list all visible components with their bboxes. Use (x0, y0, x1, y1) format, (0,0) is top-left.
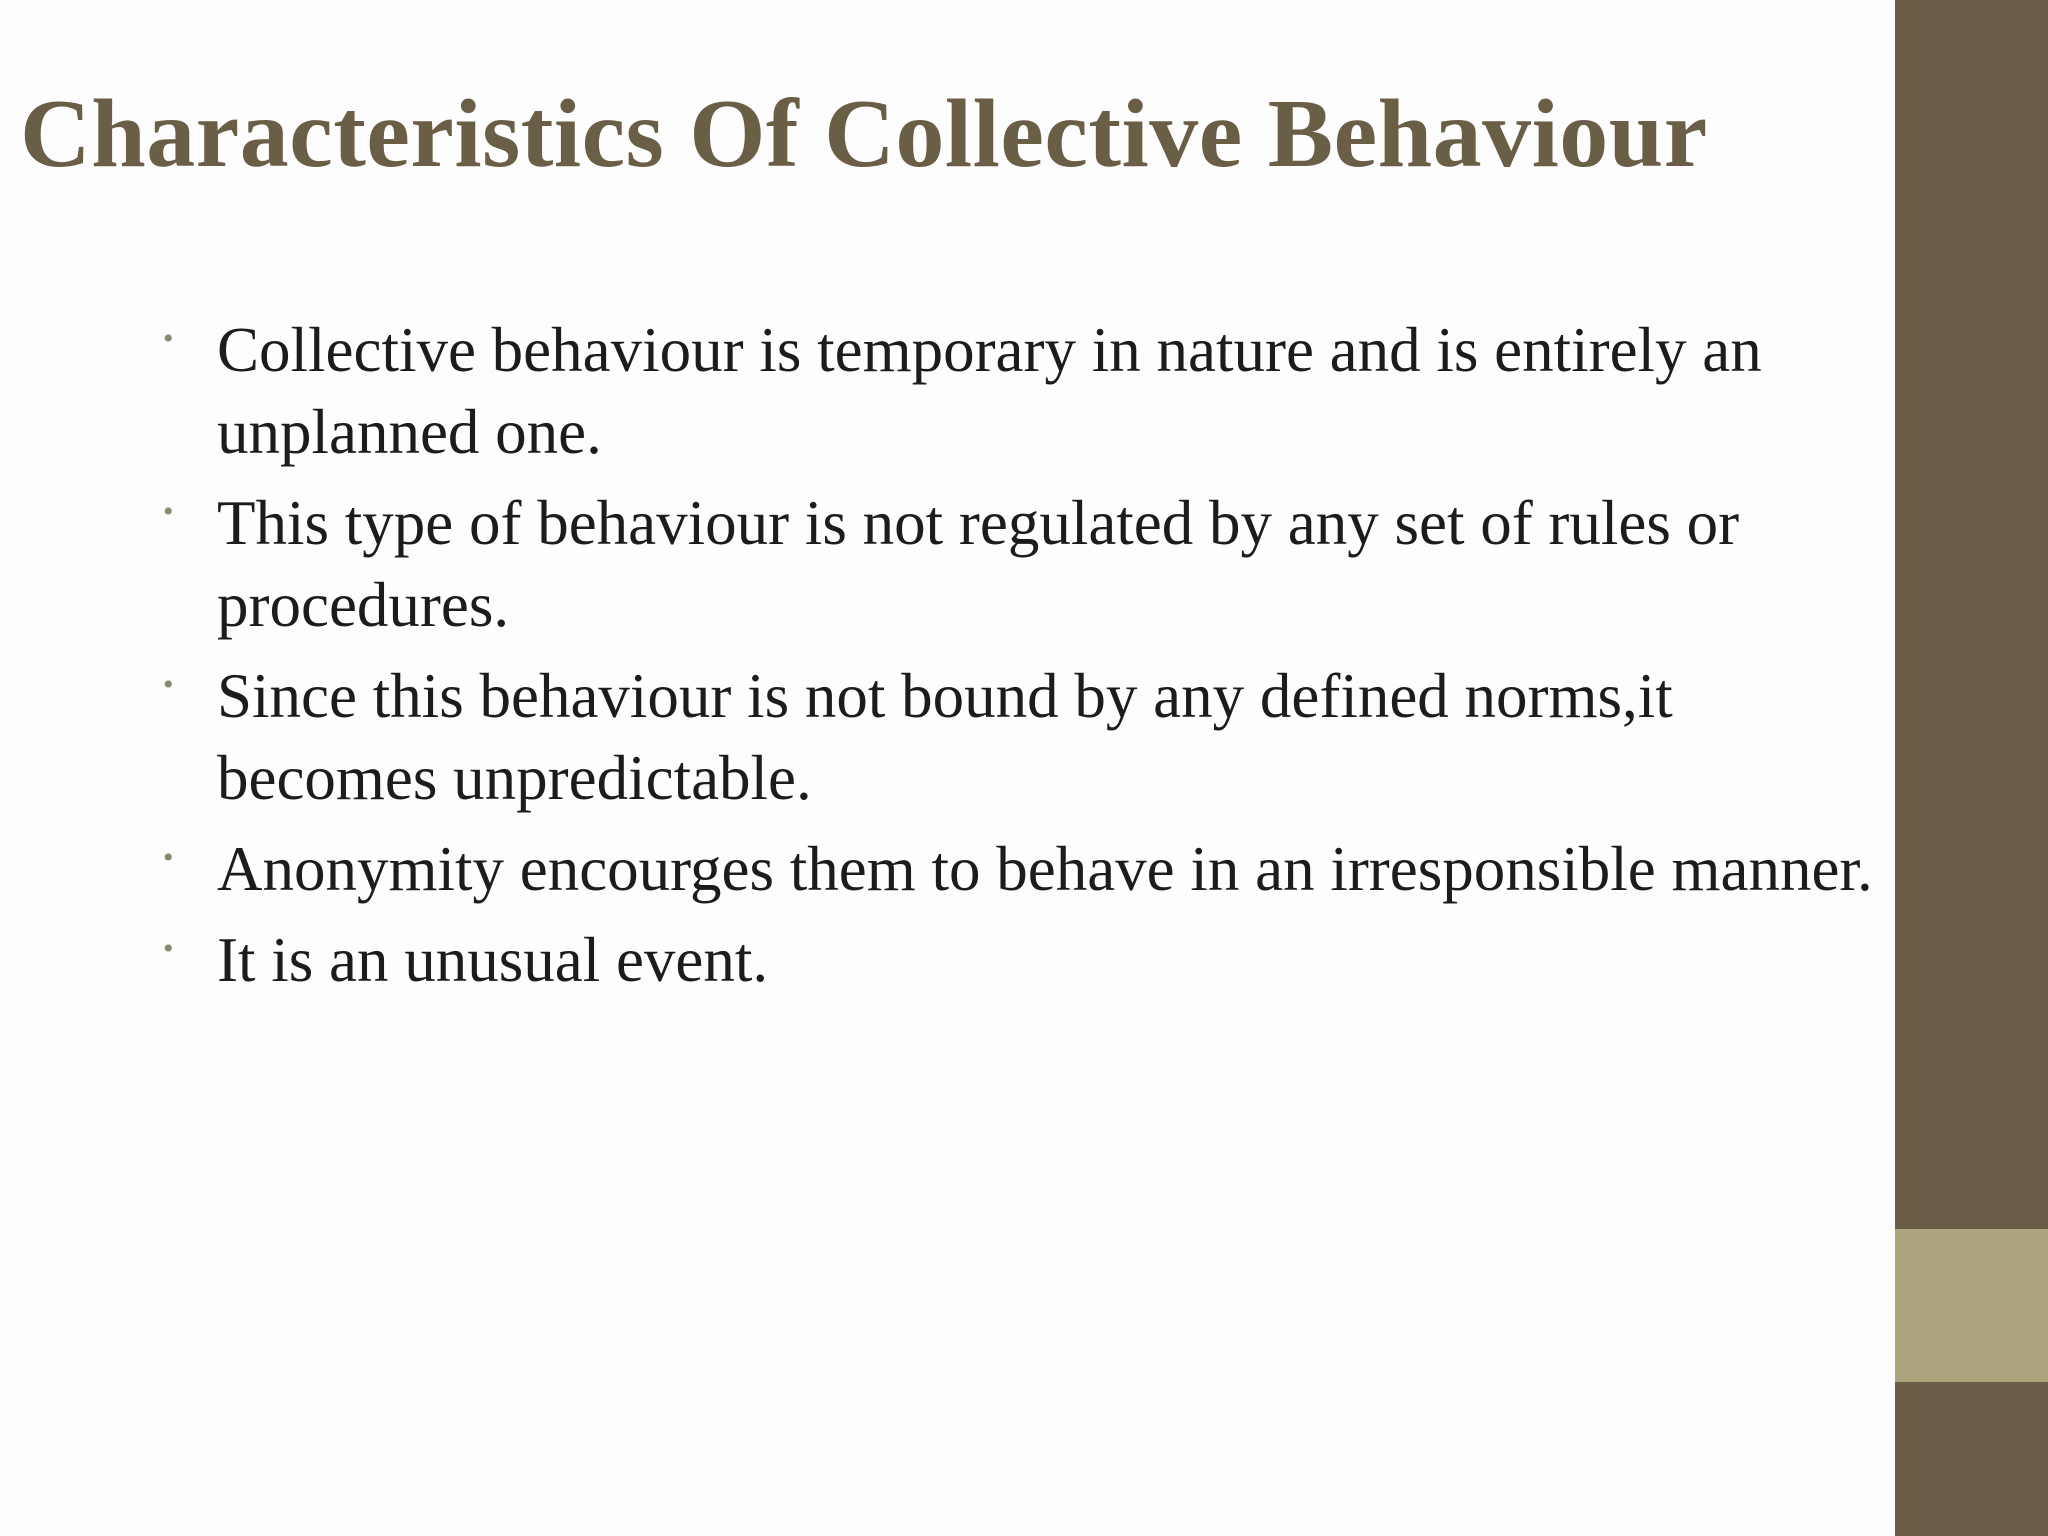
bullet-icon: • (163, 841, 174, 874)
bullet-text: It is an unusual event. (217, 925, 769, 995)
bullet-text: Since this behaviour is not bound by any defined norms,it becomes unpredictable. (217, 661, 1673, 813)
list-item (163, 655, 1903, 819)
bullet-text: This type of behaviour is not regulated by any set of rules or procedures. (217, 488, 1740, 640)
bullet-text: Collective behaviour is temporary in nature and is entirely an unplanned one. (217, 315, 1762, 467)
list-item (163, 309, 1903, 473)
bullet-icon: • (163, 932, 174, 965)
list-item (163, 482, 1903, 646)
bullet-icon: • (163, 322, 174, 355)
list-item (163, 828, 1903, 910)
list-item (163, 919, 1903, 1001)
bullet-icon: • (163, 668, 174, 701)
bullet-icon: • (163, 495, 174, 528)
bullet-list (163, 309, 1903, 1010)
bullet-text: Anonymity encourges them to behave in an irresponsible manner. (217, 834, 1873, 904)
slide-title: Characteristics Of Collective Behaviour (20, 80, 1708, 188)
sidebar-accent-block (1895, 1229, 2048, 1382)
